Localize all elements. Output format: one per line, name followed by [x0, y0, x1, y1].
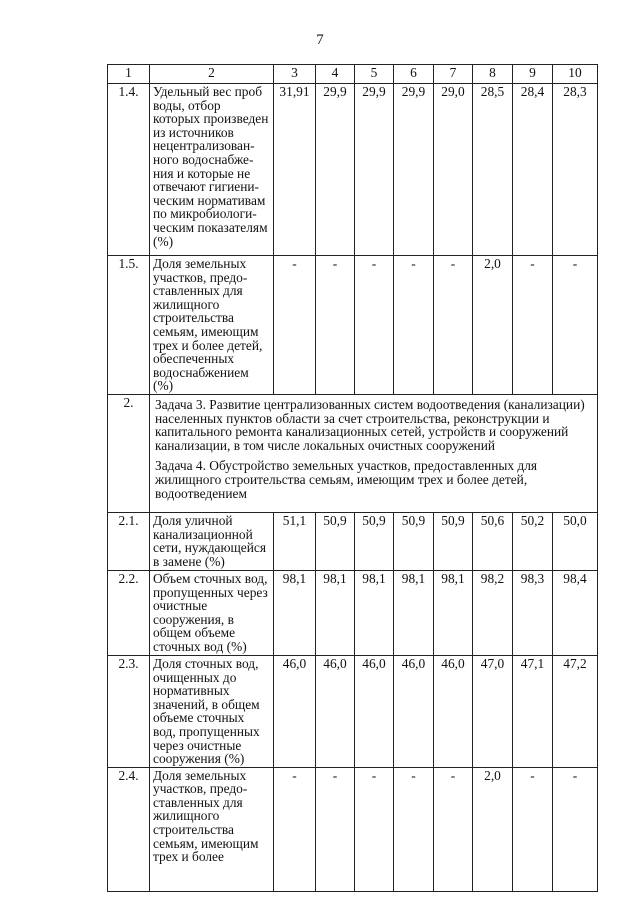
value-cell: - [434, 256, 473, 395]
value-cell: - [316, 767, 355, 891]
value-cell: 29,9 [355, 84, 394, 256]
indicators-table [107, 64, 598, 892]
value-cell: - [553, 256, 598, 395]
indicator-name: Объем сточных вод, пропущенных через очистные сооружения, в общем объеме сточных вод (%) [150, 570, 274, 655]
value-cell: - [553, 767, 598, 891]
task-4: Задача 4. Обустройство земельных участков, предоставленных для жилищного строительства семьям, имеющим трех и более детей, водоотведением [155, 458, 538, 501]
value-cell: 2,0 [473, 256, 513, 395]
header-cell: 5 [355, 65, 394, 84]
value-cell: 47,2 [553, 655, 598, 767]
indicator-name: Доля земельных участков, предо-ставленных для жилищного строительства семьям, имеющим трех и более [150, 767, 274, 891]
row-number: 1.4. [108, 84, 150, 256]
section-row [108, 394, 598, 512]
indicator-name: Доля земельных участков, предо-ставленных для жилищного строительства семьям, имеющим трех и более детей, обеспеченных водоснабжением (%) [150, 256, 274, 395]
value-cell: 50,2 [513, 512, 553, 570]
header-cell: 9 [513, 65, 553, 84]
header-cell: 7 [434, 65, 473, 84]
value-cell: 2,0 [473, 767, 513, 891]
row-number: 2.2. [108, 570, 150, 655]
table-row [108, 767, 598, 891]
table-row [108, 655, 598, 767]
value-cell: - [355, 256, 394, 395]
value-cell: 29,9 [394, 84, 434, 256]
value-cell: - [274, 767, 316, 891]
value-cell: 28,3 [553, 84, 598, 256]
section-tasks [150, 394, 598, 512]
value-cell: 46,0 [316, 655, 355, 767]
value-cell: 98,4 [553, 570, 598, 655]
table-row [108, 256, 598, 395]
header-cell: 4 [316, 65, 355, 84]
value-cell: 98,1 [394, 570, 434, 655]
value-cell: - [274, 256, 316, 395]
value-cell: 47,0 [473, 655, 513, 767]
column-number-header [108, 65, 598, 84]
value-cell: 46,0 [394, 655, 434, 767]
table-row [108, 512, 598, 570]
value-cell: - [513, 256, 553, 395]
value-cell: - [394, 767, 434, 891]
value-cell: 50,9 [434, 512, 473, 570]
header-cell: 8 [473, 65, 513, 84]
value-cell: 46,0 [355, 655, 394, 767]
value-cell: 50,6 [473, 512, 513, 570]
value-cell: 46,0 [434, 655, 473, 767]
value-cell: 98,1 [355, 570, 394, 655]
value-cell: 98,2 [473, 570, 513, 655]
value-cell: - [316, 256, 355, 395]
value-cell: 47,1 [513, 655, 553, 767]
value-cell: 29,9 [316, 84, 355, 256]
value-cell: 46,0 [274, 655, 316, 767]
value-cell: - [513, 767, 553, 891]
indicator-name: Доля сточных вод, очищенных до нормативных значений, в общем объеме сточных вод, пропущенных через очистные сооружения (%) [150, 655, 274, 767]
value-cell: 98,1 [434, 570, 473, 655]
section-number: 2. [108, 394, 150, 512]
value-cell: 51,1 [274, 512, 316, 570]
value-cell: - [394, 256, 434, 395]
row-number: 1.5. [108, 256, 150, 395]
header-cell: 10 [553, 65, 598, 84]
value-cell: 98,3 [513, 570, 553, 655]
value-cell: - [355, 767, 394, 891]
value-cell: 29,0 [434, 84, 473, 256]
header-cell: 2 [150, 65, 274, 84]
value-cell: 50,9 [355, 512, 394, 570]
task-3: Задача 3. Развитие централизованных систем водоотведения (канализации) населенных пунктов области за счет строительства, реконструкции и капитального ремонта канализационных сетей, устройств и сооружений канализации, в том числе локальных очистных сооружений [155, 396, 585, 453]
value-cell: - [434, 767, 473, 891]
value-cell: 50,9 [394, 512, 434, 570]
table-row [108, 84, 598, 256]
value-cell: 31,91 [274, 84, 316, 256]
header-cell: 1 [108, 65, 150, 84]
row-number: 2.4. [108, 767, 150, 891]
value-cell: 50,0 [553, 512, 598, 570]
value-cell: 28,4 [513, 84, 553, 256]
header-cell: 6 [394, 65, 434, 84]
value-cell: 28,5 [473, 84, 513, 256]
row-number: 2.1. [108, 512, 150, 570]
indicator-name: Доля уличной канализационной сети, нуждающейся в замене (%) [150, 512, 274, 570]
header-cell: 3 [274, 65, 316, 84]
indicator-name: Удельный вес проб воды, отбор которых произведен из источников нецентрализован-ного водоснабже-ния и которые не отвечают гигиени-ческим нормативам по микробиологи-ческим показателям (%) [150, 84, 274, 256]
value-cell: 98,1 [316, 570, 355, 655]
value-cell: 50,9 [316, 512, 355, 570]
table-row [108, 570, 598, 655]
row-number: 2.3. [108, 655, 150, 767]
page-number: 7 [316, 32, 324, 48]
value-cell: 98,1 [274, 570, 316, 655]
